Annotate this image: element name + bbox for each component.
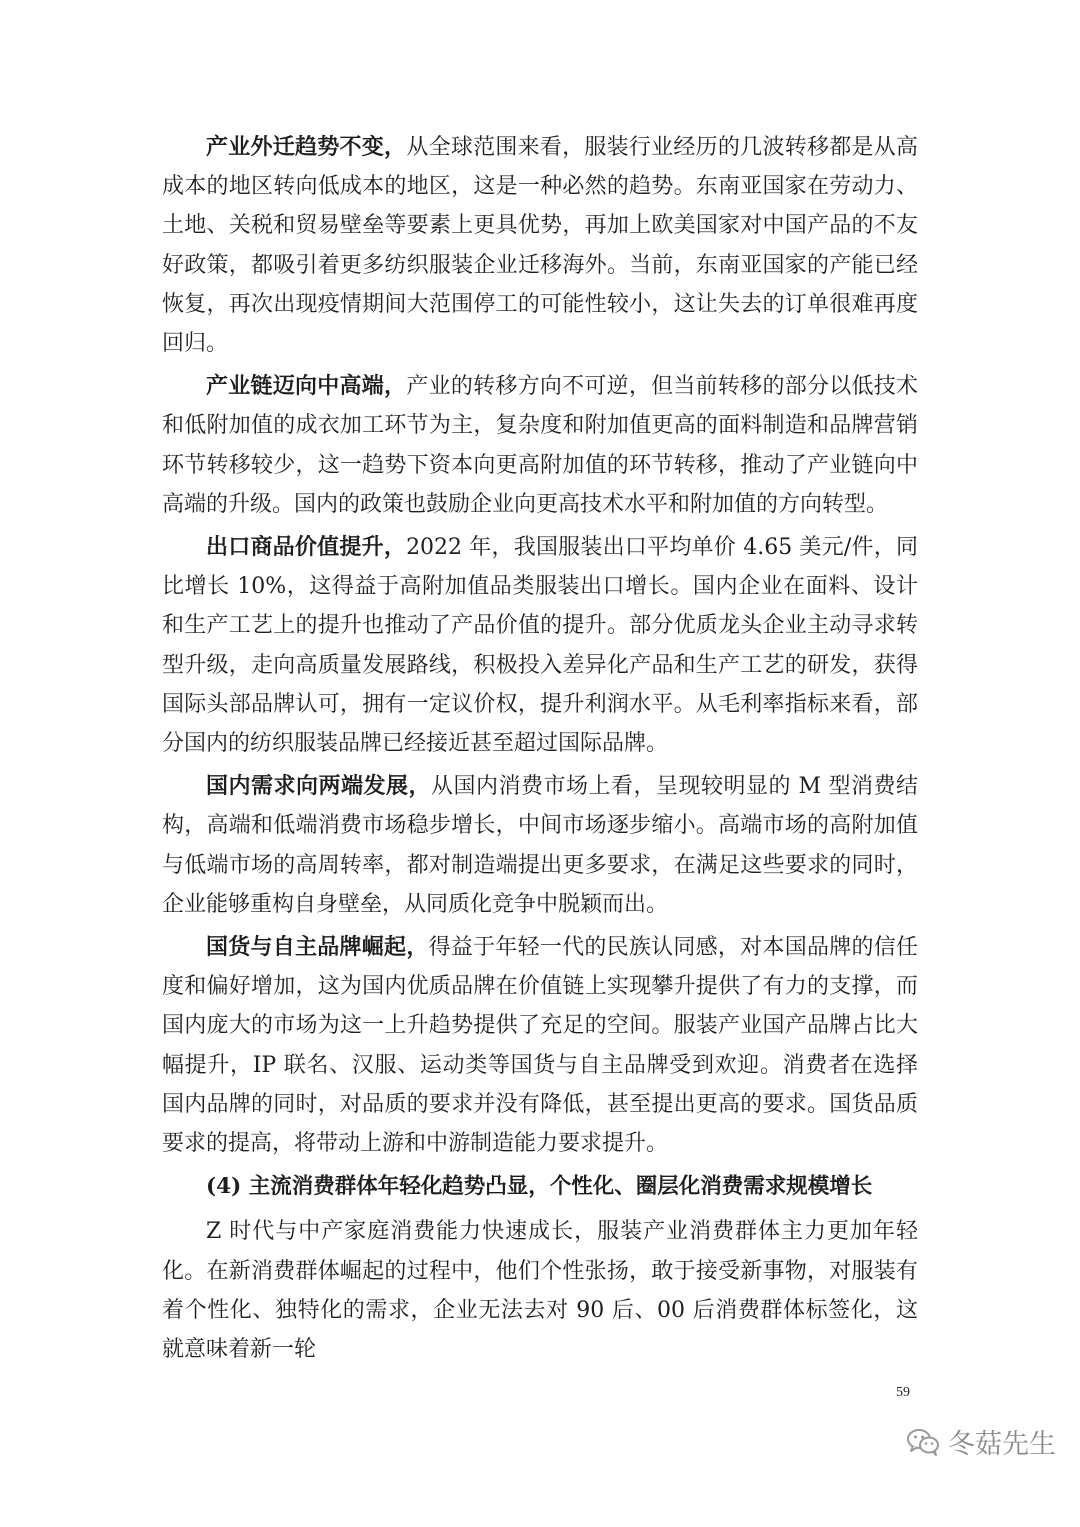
page-number: 59 (896, 1385, 910, 1400)
paragraph-text: 得益于年轻一代的民族认同感，对本国品牌的信任度和偏好增加，这为国内优质品牌在价值链上实现攀升提供了有力的支撑，而国内庞大的市场为这一上升趋势提供了充足的空间。服装产业国产品牌占比大幅提升，IP 联名、汉服、运动类等国货与自主品牌受到欢迎。消费者在选择国内品牌的同时，对品质的要求并没有降低，甚至提出更高的要求。国货品质要求的提高，将带动上游和中游制造能力要求提升。 (162, 935, 918, 1157)
paragraph-industry-chain (162, 367, 918, 524)
document-body (162, 128, 918, 1373)
paragraph-domestic-brands (162, 928, 918, 1163)
paragraph-lead: 国内需求向两端发展， (206, 773, 431, 800)
paragraph-industry-relocation (162, 128, 918, 363)
watermark-text: 冬菇先生 (948, 1429, 1056, 1460)
wechat-icon (906, 1427, 940, 1457)
paragraph-text: 2022 年，我国服装出口平均单价 4.65 美元/件，同比增长 10%，这得益于高附加值品类服装出口增长。国内企业在面料、设计和生产工艺上的提升也推动了产品价值的提升。部分优质龙头企业主动寻求转型升级，走向高质量发展路线，积极投入差异化产品和生产工艺的研发，获得国际头部品牌认可，拥有一定议价权，提升利润水平。从毛利率指标来看，部分国内的纺织服装品牌已经接近甚至超过国际品牌。 (162, 535, 918, 757)
paragraph-lead: 国货与自主品牌崛起， (206, 934, 429, 961)
section-heading: (4) 主流消费群体年轻化趋势凸显，个性化、圈层化消费需求规模增长 (206, 1174, 873, 1200)
watermark (906, 1422, 1056, 1461)
paragraph-lead: 产业链迈向中高端， (206, 373, 407, 400)
paragraph-young-consumers: Z 时代与中产家庭消费能力快速成长，服装产业消费群体主力更加年轻化。在新消费群体崛起的过程中，他们个性张扬，敢于接受新事物，对服装有着个性化、独特化的需求，企业无法去对 90 后、00 后消费群体标签化，这就意味着新一轮 (162, 1219, 918, 1363)
paragraph-lead: 出口商品价值提升， (206, 534, 407, 561)
paragraph-text: 从国内消费市场上看，呈现较明显的 M 型消费结构，高端和低端消费市场稳步增长，中间市场逐步缩小。高端市场的高附加值与低端市场的高周转率，都对制造端提出更多要求，在满足这些要求的同时，企业能够重构自身壁垒，从同质化竞争中脱颖而出。 (162, 774, 918, 917)
paragraph-lead: 产业外迁趋势不变， (206, 134, 407, 160)
paragraph-text: 从全球范围来看，服装行业经历的几波转移都是从高成本的地区转向低成本的地区，这是一种必然的趋势。东南亚国家在劳动力、土地、关税和贸易壁垒等要素上更具优势，再加上欧美国家对中国产品的不友好政策，都吸引着更多纺织服装企业迁移海外。当前，东南亚国家的产能已经恢复，再次出现疫情期间大范围停工的可能性较小，这让失去的订单很难再度回归。 (162, 135, 918, 357)
paragraph-export-value (162, 528, 918, 763)
paragraph-text: 产业的转移方向不可逆，但当前转移的部分以低技术和低附加值的成衣加工环节为主，复杂度和附加值更高的面料制造和品牌营销环节转移较少，这一趋势下资本向更高附加值的环节转移，推动了产业链向中高端的升级。国内的政策也鼓励企业向更高技术水平和附加值的方向转型。 (162, 374, 918, 517)
paragraph-domestic-demand (162, 767, 918, 924)
